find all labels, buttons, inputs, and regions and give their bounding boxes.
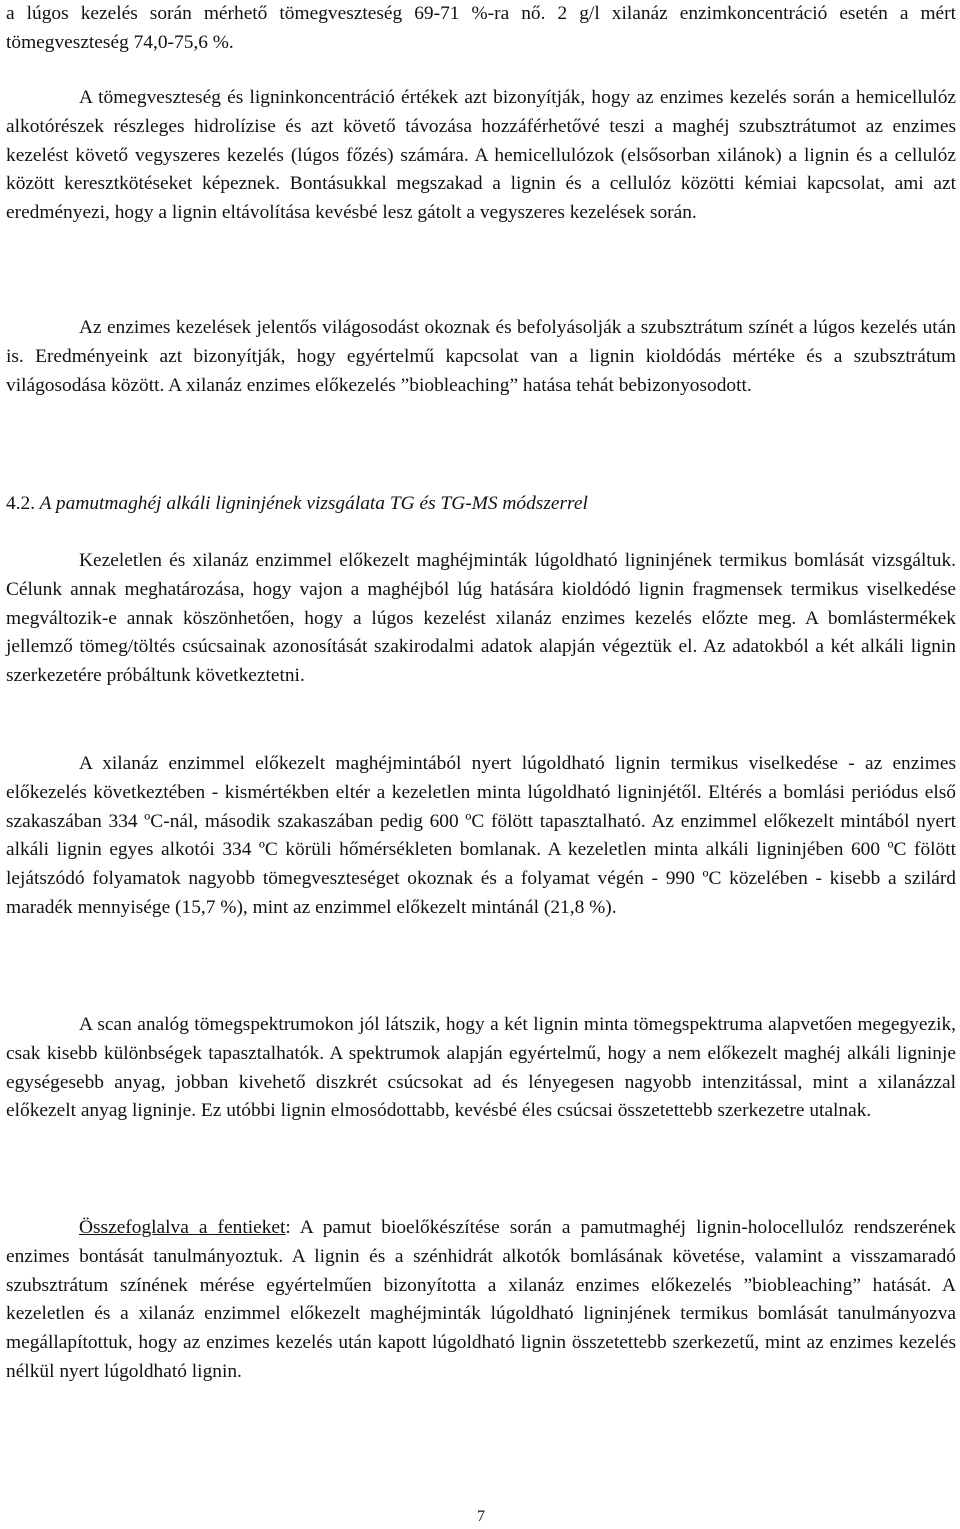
section-number: 4.2. [6, 493, 36, 514]
document-page [6, 0, 956, 1529]
paragraph-mass-loss-discussion: A tömegveszteség és ligninkoncentráció értékek azt bizonyítják, hogy az enzimes kezelés során a hemicellulóz alkotórészek részleges hidrolízise és azt követő távozása hozzáférhetővé teszi a maghéj szubsztrátumot az enzimes kezelést követő vegyszeres kezelés (lúgos főzés) számára. A hemicellulózok (elsősorban xilánok) a lignin és a cellulóz között keresztkötéseket képeznek. Bontásukkal megszakad a lignin és a cellulóz közötti kémiai kapcsolat, ami azt eredményezi, hogy a lignin eltávolítása kevésbé lesz gátolt a vegyszeres kezelések során. [6, 87, 956, 224]
paragraph-continuation: a lúgos kezelés során mérhető tömegveszteség 69-71 %-ra nő. 2 g/l xilanáz enzimkoncentráció esetén a mért tömegveszteség 74,0-75,6 %. [6, 3, 956, 53]
section-title: A pamutmaghéj alkáli ligninjének vizsgálata TG és TG-MS módszerrel [39, 493, 588, 514]
paragraph-brightening: Az enzimes kezelések jelentős világosodást okoznak és befolyásolják a szubsztrátum színét a lúgos kezelés után is. Eredményeink azt bizonyítják, hogy egyértelmű kapcsolat van a lignin kioldódás mértéke és a szubsztrátum világosodása között. A xilanáz enzimes előkezelés ”biobleaching” hatása tehát bebizonyosodott. [6, 317, 956, 396]
paragraph-tg-objective: Kezeletlen és xilanáz enzimmel előkezelt maghéjminták lúgoldható ligninjének termikus bomlását vizsgáltuk. Célunk annak meghatározása, hogy vajon a maghéjból lúg hatására kioldódó lignin fragmensek termikus viselkedése megváltozik-e annak köszönhetően, hogy a lúgos kezelést xilanáz enzimes kezelés előzte meg. A bomlástermékek jellemző tömeg/töltés csúcsainak azonosítását szakirodalmi adatok alapján végeztük el. Az adatokból a két alkáli lignin szerkezetére próbáltunk következtetni. [6, 550, 956, 687]
summary-lead: Összefoglalva a fentieket [79, 1217, 286, 1238]
paragraph-summary [6, 1214, 956, 1387]
page-number: 7 [477, 1508, 485, 1525]
summary-text: : A pamut bioelőkészítése során a pamutmaghéj lignin-holocellulóz rendszerének enzimes bontását tanulmányoztuk. A lignin és a szénhidrát alkotók bomlásának követése, valamint a visszamaradó szubsztrátum színének mérése egyértelműen bizonyította a xilanáz enzimes előkezelés ”biobleaching” hatását. A kezeletlen és a xilanáz enzimmel előkezelt maghéjminták lúgoldható ligninjének termikus bomlását tanulmányozva megállapítottuk, hogy az enzimes kezelés után kapott lúgoldható lignin összetettebb szerkezetű, mint az enzimes kezelés nélkül nyert lúgoldható lignin. [6, 1217, 956, 1382]
section-heading [6, 490, 956, 519]
paragraph-tg-results: A xilanáz enzimmel előkezelt maghéjmintából nyert lúgoldható lignin termikus viselkedése - az enzimes előkezelés következtében - kismértékben eltér a kezeletlen minta lúgoldható ligninjétől. Eltérés a bomlási periódus első szakaszában 334 ºC-nál, második szakaszában pedig 600 ºC fölött tapasztalható. Az enzimmel előkezelt mintából nyert alkáli lignin egyes alkotói 334 ºC körüli hőmérsékleten bomlanak. A kezeletlen minta alkáli ligninjében 600 ºC fölött lejátszódó folyamatok nagyobb tömegveszteséget okoznak és a folyamat végén - 990 ºC közelében - kisebb a szilárd maradék mennyisége (15,7 %), mint az enzimmel előkezelt mintánál (21,8 %). [6, 753, 956, 918]
paragraph-ms-spectra: A scan analóg tömegspektrumokon jól látszik, hogy a két lignin minta tömegspektruma alapvetően megegyezik, csak kisebb különbségek tapasztalhatók. A spektrumok alapján egyértelmű, hogy a nem előkezelt maghéj alkáli ligninje egységesebb anyag, jobban kivehető diszkrét csúcsokat ad és lényegesen nagyobb intenzitással, mint a xilanázzal előkezelt anyag ligninje. Ez utóbbi lignin elmosódottabb, kevésbé éles csúcsai összetettebb szerkezetre utalnak. [6, 1014, 956, 1122]
